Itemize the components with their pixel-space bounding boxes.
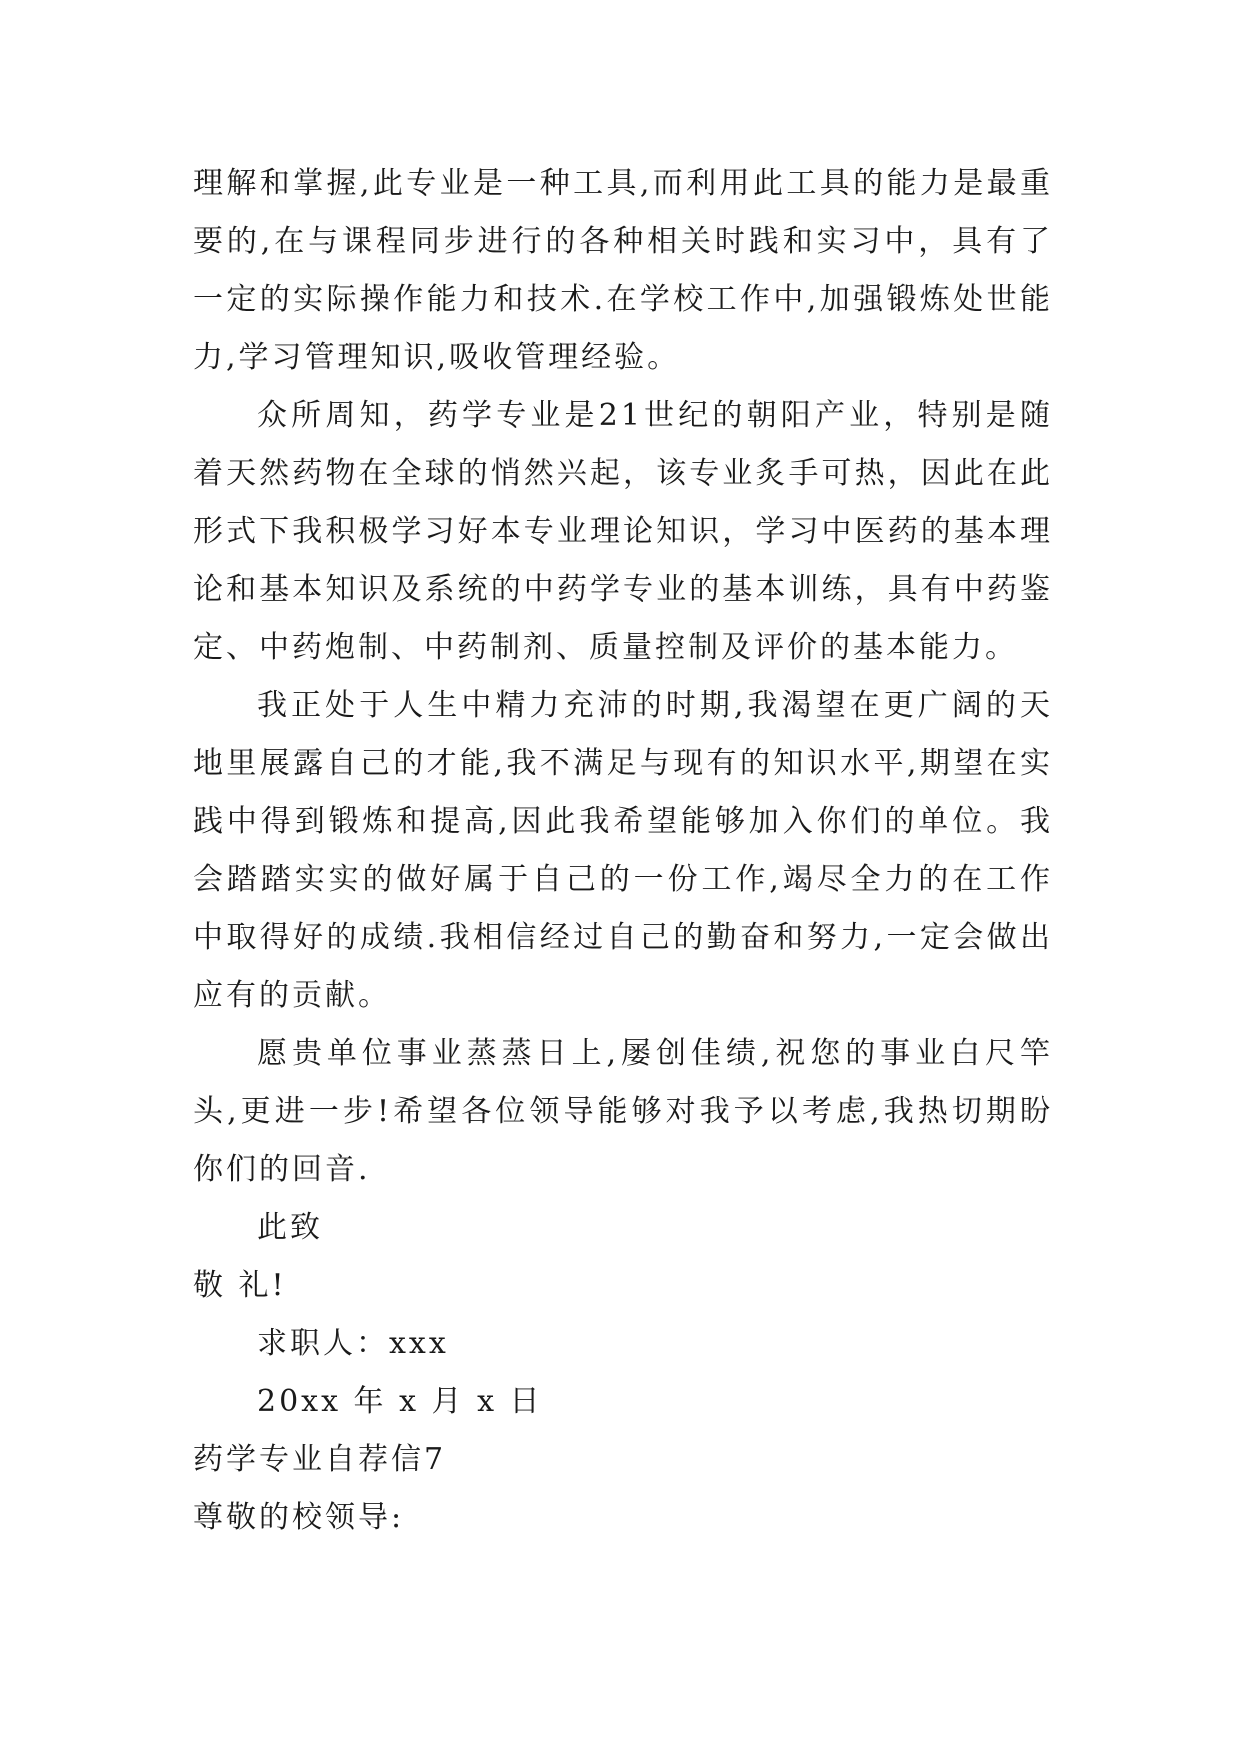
paragraph-aspiration: 我正处于人生中精力充沛的时期,我渴望在更广阔的天地里展露自己的才能,我不满足与现有的知识水平,期望在实践中得到锻炼和提高,因此我希望能够加入你们的单位。我会踏踏实实的做好属于自己的一份工作,竭尽全力的在工作中取得好的成绩.我相信经过自己的勤奋和努力,一定会做出应有的贡献。 [193,688,1053,1013]
paragraph-industry-outlook: 众所周知，药学专业是21世纪的朝阳产业，特别是随着天然药物在全球的悄然兴起，该专业炙手可热，因此在此形式下我积极学习好本专业理论知识，学习中医药的基本理论和基本知识及系统的中药学专业的基本训练，具有中药鉴定、中药炮制、中药制剂、质量控制及评价的基本能力。 [193,398,1053,665]
next-letter-title: 药学专业自荐信7 [193,1442,447,1477]
letter-body [193,155,1053,1547]
applicant-signature: 求职人：xxx [257,1326,449,1361]
next-letter-greeting: 尊敬的校领导: [193,1500,405,1535]
closing-salutation: 此致 [257,1210,323,1245]
paragraph-continuation: 理解和掌握,此专业是一种工具,而利用此工具的能力是最重要的,在与课程同步进行的各种相关时践和实习中，具有了一定的实际操作能力和技术.在学校工作中,加强锻炼处世能力,学习管理知识,吸收管理经验。 [193,166,1053,375]
closing-regards: 敬 礼! [193,1268,287,1303]
paragraph-wishes: 愿贵单位事业蒸蒸日上,屡创佳绩,祝您的事业白尺竿头,更进一步!希望各位领导能够对我予以考虑,我热切期盼你们的回音. [193,1036,1053,1187]
letter-date: 20xx 年 x 月 x 日 [257,1384,543,1419]
